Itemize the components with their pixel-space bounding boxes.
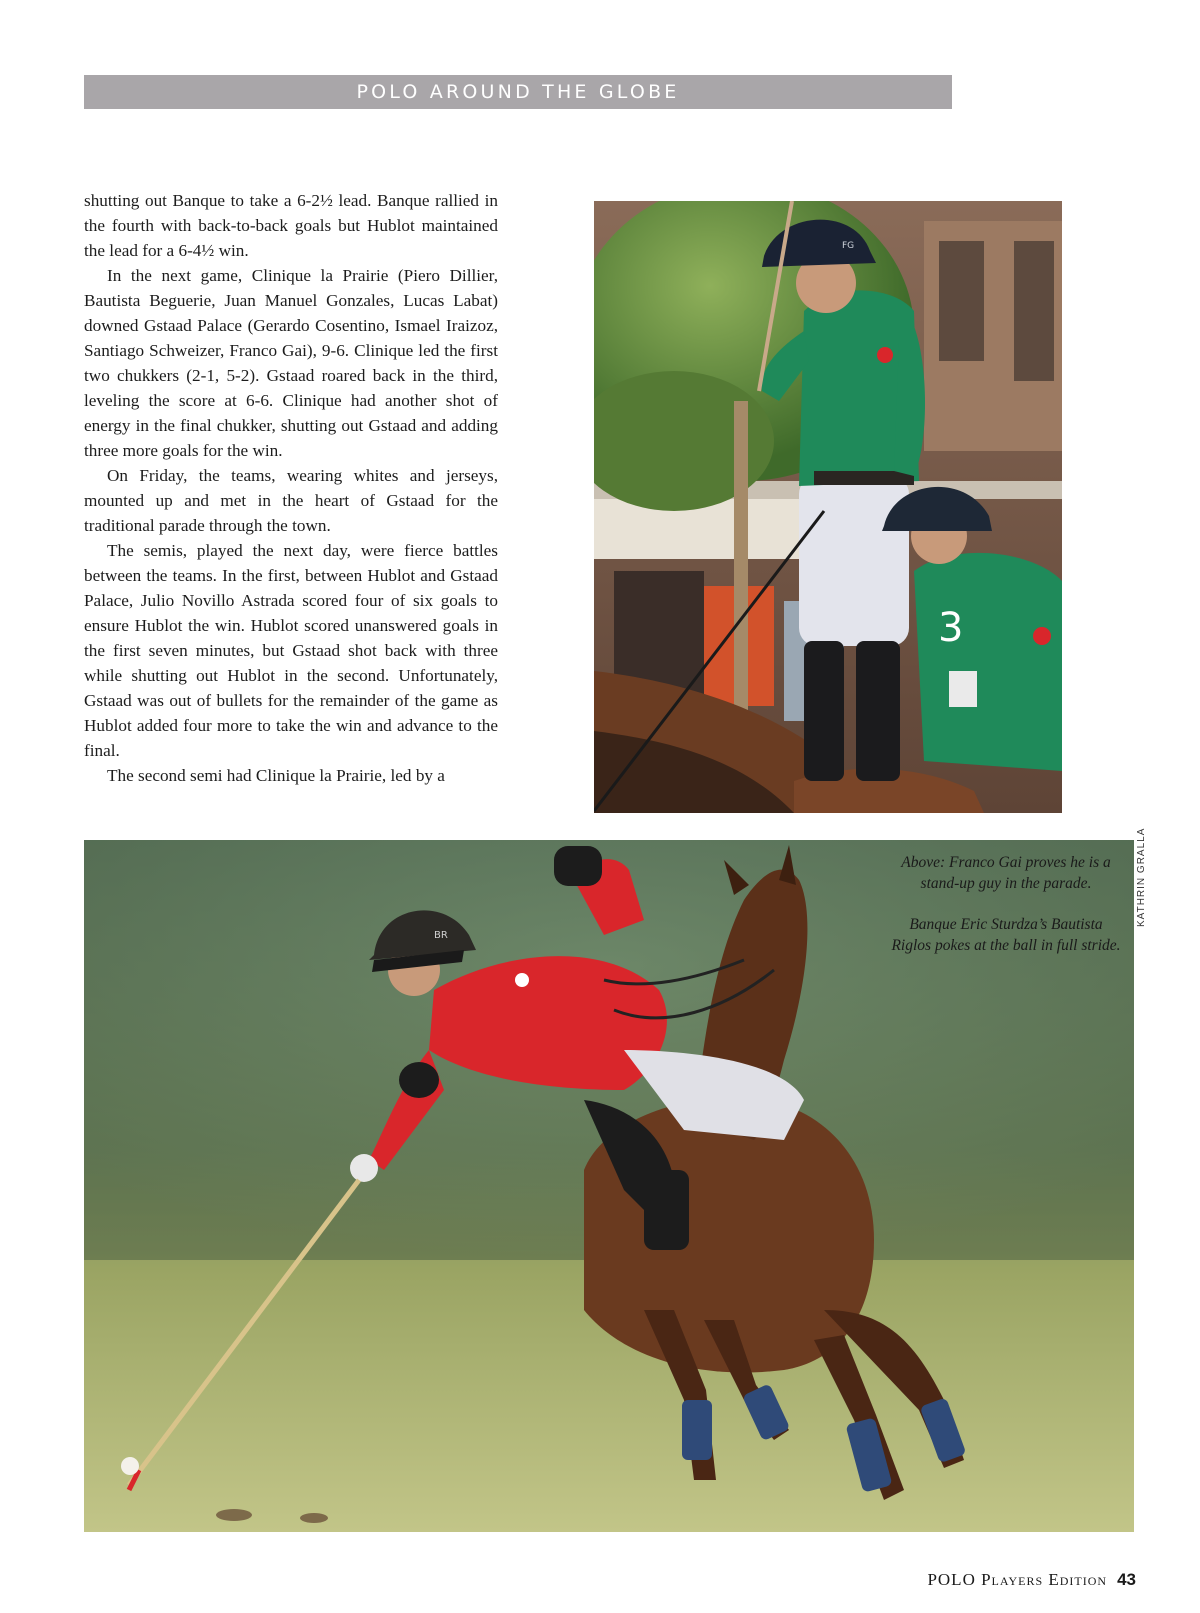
section-header-bar — [84, 75, 952, 109]
parade-helmet-initials: FG — [842, 241, 855, 251]
article-paragraph: On Friday, the teams, wearing whites and jerseys, mounted up and met in the heart of Gstaad for the traditional parade through the town. — [84, 466, 498, 535]
article-paragraph: The semis, played the next day, were fierce battles between the teams. In the first, between Hublot and Gstaad Palace, Julio Novillo Astrada scored four of six goals to ensure Hublot the win. Hublot scored unanswered goals in the first seven minutes, but Gstaad shot back with three while shutting out Hublot in the second. Unfortunately, Gstaad was out of bullets for the remainder of the game as Hublot added four more to take the win and advance to the final. — [84, 541, 498, 760]
parade-jersey-number: 3 — [938, 605, 964, 651]
article-paragraph: In the next game, Clinique la Prairie (Piero Dillier, Bautista Beguerie, Juan Manuel Gonzales, Lucas Labat) downed Gstaad Palace (Gerardo Cosentino, Ismael Iraizoz, Santiago Schweizer, Franco Gai), 9-6. Clinique led the first two chukkers (2-1, 5-2). Gstaad roared back in the third, leveling the score at 6-6. Clinique had another shot of energy in the final chukker, shutting out Gstaad and adding three more goals for the win. — [84, 266, 498, 460]
photo-credit: KATHRIN GRALLA — [1136, 827, 1147, 927]
publication-name: POLO Players Edition — [927, 1570, 1108, 1589]
page-footer — [927, 1570, 1136, 1590]
action-helmet-initials: BR — [434, 930, 448, 941]
page-number: 43 — [1117, 1570, 1136, 1589]
section-title: POLO AROUND THE GLOBE — [356, 81, 680, 103]
photo-caption — [888, 852, 1124, 956]
article-body — [84, 188, 498, 788]
article-paragraph: shutting out Banque to take a 6-2½ lead. Banque rallied in the fourth with back-to-back goals but Hublot maintained the lead for a 6-4½ win. — [84, 191, 498, 260]
caption-action: Banque Eric Sturdza’s Bautista Riglos pokes at the ball in full stride. — [891, 916, 1121, 954]
parade-photo — [594, 201, 1062, 813]
article-paragraph: The second semi had Clinique la Prairie, led by a — [107, 766, 445, 785]
parade-photo-illustration — [594, 201, 1062, 813]
caption-parade: Above: Franco Gai proves he is a stand-up guy in the parade. — [901, 854, 1111, 892]
